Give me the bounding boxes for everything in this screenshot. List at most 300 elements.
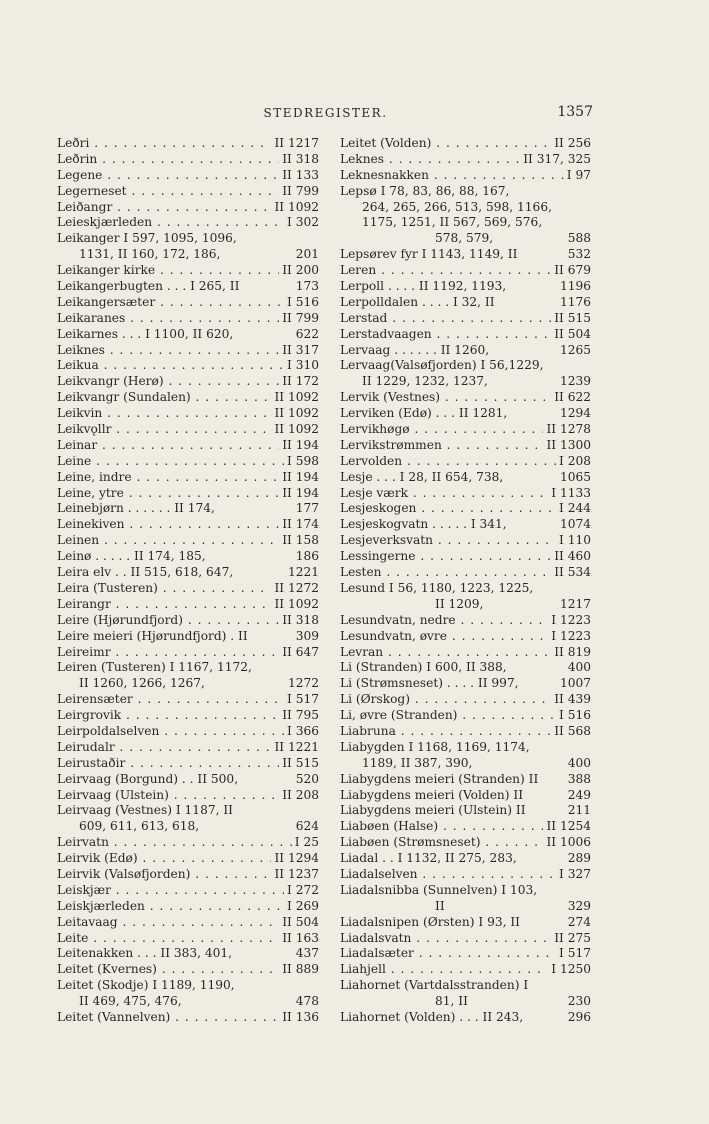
- page-reference: 400: [565, 660, 591, 676]
- page-reference: I 1250: [548, 962, 591, 978]
- index-entry: [340, 374, 591, 390]
- page-reference: 1176: [557, 295, 591, 311]
- index-term: Leirvik (Edø) . . .: [57, 851, 319, 867]
- index-entry: [340, 533, 591, 549]
- page-reference: II 194: [279, 470, 319, 486]
- index-term: Leite . . .: [57, 931, 319, 947]
- page-reference: 588: [565, 231, 591, 247]
- index-entry: [340, 629, 591, 645]
- page-reference: II 256: [551, 136, 591, 152]
- page-reference: 1196: [557, 279, 591, 295]
- page-reference: I 110: [556, 533, 591, 549]
- index-term: Lesundvatn, øvre . . .: [340, 629, 591, 645]
- index-term: Leine . . .: [57, 454, 319, 470]
- page-reference: I 97: [564, 168, 591, 184]
- page-reference: II 200: [279, 263, 319, 279]
- index-entry: [340, 788, 591, 804]
- index-entry: [57, 835, 319, 851]
- page-reference: I 302: [284, 215, 319, 231]
- page-reference: I 1133: [548, 486, 591, 502]
- index-entry: [57, 533, 319, 549]
- index-entry: [57, 597, 319, 613]
- index-term: Lervikstrømmen . . .: [340, 438, 591, 454]
- page-reference: II 318: [279, 152, 319, 168]
- index-term: Leine, ytre . . .: [57, 486, 319, 502]
- page-reference: II 318: [279, 613, 319, 629]
- index-term: Leinekiven . . .: [57, 517, 319, 533]
- index-entry: [340, 279, 591, 295]
- index-entry: [57, 899, 319, 915]
- page-reference: II 1092: [271, 200, 319, 216]
- page-reference: I 516: [556, 708, 591, 724]
- index-entry: [340, 215, 591, 231]
- index-term: Leikaranes . . .: [57, 311, 319, 327]
- index-entry: [57, 231, 319, 247]
- page-header: [58, 106, 593, 126]
- page-reference: II 1300: [543, 438, 591, 454]
- index-entry: [340, 327, 591, 343]
- index-entry: [57, 851, 319, 867]
- index-term: Leikangersæter . . .: [57, 295, 319, 311]
- index-entry: [340, 931, 591, 947]
- index-entry: [340, 978, 591, 994]
- index-entry: [57, 422, 319, 438]
- index-entry: [57, 756, 319, 772]
- index-term: Liabøen (Strømsneset) . . .: [340, 835, 591, 851]
- index-term: Leira (Tusteren) . . .: [57, 581, 319, 597]
- index-term: Leirgrovik . . .: [57, 708, 319, 724]
- index-term: Leiskjær . . .: [57, 883, 319, 899]
- page-reference: II 460: [551, 549, 591, 565]
- index-term: Leikanger I 597, 1095, 1096,: [57, 231, 237, 246]
- index-entry: [340, 136, 591, 152]
- index-entry: [57, 390, 319, 406]
- index-entry: [57, 581, 319, 597]
- index-term: Liabygdens meieri (Volden) II: [340, 787, 524, 802]
- page-reference: 1294: [557, 406, 591, 422]
- page-reference: 296: [565, 1010, 591, 1026]
- index-entry: [340, 422, 591, 438]
- page-reference: II 1006: [543, 835, 591, 851]
- index-term: Li (Stranden) I 600, II 388,: [340, 660, 507, 675]
- page-reference: 309: [293, 629, 319, 645]
- page-reference: I 517: [556, 946, 591, 962]
- index-term: Leren . . .: [340, 263, 591, 279]
- index-entry: [340, 517, 591, 533]
- index-term: Leirudalr . . .: [57, 740, 319, 756]
- index-term: Leiren (Tusteren) I 1167, 1172,: [57, 660, 252, 675]
- index-term: 264, 265, 266, 513, 598, 1166,: [362, 199, 552, 214]
- index-entry: [340, 470, 591, 486]
- page-reference: II 1272: [271, 581, 319, 597]
- page-reference: II 172: [279, 374, 319, 390]
- index-entry: [57, 263, 319, 279]
- page-reference: I 1223: [548, 613, 591, 629]
- index-term: Lerpolldalen . . . . I 32, II: [340, 294, 495, 309]
- page-reference: II 515: [279, 756, 319, 772]
- index-term: Lepsørev fyr I 1143, 1149, II: [340, 247, 518, 262]
- index-term: Leine, indre . . .: [57, 470, 319, 486]
- page-reference: II 133: [279, 168, 319, 184]
- index-term: Lesje værk . . .: [340, 486, 591, 502]
- page-reference: II 194: [279, 438, 319, 454]
- page-reference: 1065: [557, 470, 591, 486]
- index-entry: [340, 1010, 591, 1026]
- index-entry: [57, 676, 319, 692]
- index-entry: [340, 692, 591, 708]
- page-reference: II 889: [279, 962, 319, 978]
- index-term: Liabruna . . .: [340, 724, 591, 740]
- index-entry: [340, 867, 591, 883]
- index-entry: [57, 692, 319, 708]
- page-reference: II 158: [279, 533, 319, 549]
- index-term: Liadalsnipen (Ørsten) I 93, II: [340, 914, 520, 929]
- index-term: Liabøen (Halse) . . .: [340, 819, 591, 835]
- index-entry: [340, 994, 591, 1010]
- index-term: Liadalsnibba (Sunnelven) I 103,: [340, 882, 538, 897]
- index-entry: [57, 994, 319, 1010]
- page-reference: 478: [293, 994, 319, 1010]
- index-term: Liadalsæter . . .: [340, 946, 591, 962]
- index-term: Leitet (Kvernes) . . .: [57, 962, 319, 978]
- index-entry: [340, 613, 591, 629]
- index-term: 1175, 1251, II 567, 569, 576,: [362, 215, 543, 230]
- page-reference: 1265: [557, 343, 591, 359]
- index-term: Liabygdens meieri (Ulstein) II: [340, 803, 526, 818]
- index-entry: [340, 899, 591, 915]
- page-reference: II 208: [279, 788, 319, 804]
- page-reference: II 504: [279, 915, 319, 931]
- index-term: Leirvatn . . .: [57, 835, 319, 851]
- index-term: II 1260, 1266, 1267,: [79, 676, 205, 691]
- index-term: Lervolden . . .: [340, 454, 591, 470]
- page-reference: II 174: [279, 517, 319, 533]
- index-term: 81, II: [435, 994, 468, 1009]
- index-term: Leirvaag (Vestnes) I 1187, II: [57, 803, 233, 818]
- page-reference: II 795: [279, 708, 319, 724]
- index-term: Leinar . . .: [57, 438, 319, 454]
- page-reference: I 208: [556, 454, 591, 470]
- index-entry: [340, 311, 591, 327]
- index-entry: [340, 152, 591, 168]
- index-entry: [340, 184, 591, 200]
- page-reference: I 25: [292, 835, 319, 851]
- index-term: Leknesnakken . . .: [340, 168, 591, 184]
- index-entry: [57, 215, 319, 231]
- index-entry: [57, 406, 319, 422]
- page-reference: II 1221: [271, 740, 319, 756]
- index-term: Lesund I 56, 1180, 1223, 1225,: [340, 580, 534, 595]
- page-reference: 400: [565, 756, 591, 772]
- page-reference: II 568: [551, 724, 591, 740]
- page-reference: I 1223: [548, 629, 591, 645]
- page-reference: II 1217: [271, 136, 319, 152]
- index-term: Leirangr . . .: [57, 597, 319, 613]
- index-entry: [340, 676, 591, 692]
- page-reference: 1221: [285, 565, 319, 581]
- page-reference: II 799: [279, 184, 319, 200]
- index-term: Lervik (Vestnes) . . .: [340, 390, 591, 406]
- index-term: Leinen . . .: [57, 533, 319, 549]
- page-reference: 388: [565, 772, 591, 788]
- index-entry: [340, 740, 591, 756]
- index-term: Leirvaag (Borgund) . . II 500,: [57, 771, 239, 786]
- index-entry: [57, 295, 319, 311]
- page-reference: II 439: [551, 692, 591, 708]
- index-entry: [340, 501, 591, 517]
- index-entry: [57, 772, 319, 788]
- index-term: Leitet (Skodje) I 1189, 1190,: [57, 978, 235, 993]
- index-entry: [340, 756, 591, 772]
- index-entry: [57, 501, 319, 517]
- index-term: Leitenakken . . . II 383, 401,: [57, 946, 233, 961]
- index-entry: [340, 486, 591, 502]
- index-term: II: [435, 898, 445, 913]
- page-reference: II 317: [279, 343, 319, 359]
- page-reference: 249: [565, 788, 591, 804]
- index-entry: [57, 724, 319, 740]
- index-term: Leinø . . . . . II 174, 185,: [57, 549, 206, 564]
- page-reference: II 1254: [543, 819, 591, 835]
- index-term: Lerpoll . . . . II 1192, 1193,: [340, 279, 507, 294]
- index-term: Lervaag(Valsøfjorden) I 56,1229,: [340, 358, 544, 373]
- page-reference: I 310: [284, 358, 319, 374]
- page-reference: II 679: [551, 263, 591, 279]
- page-reference: II 1092: [271, 422, 319, 438]
- index-term: II 469, 475, 476,: [79, 994, 182, 1009]
- index-term: Leikvin . . .: [57, 406, 319, 422]
- index-entry: [340, 851, 591, 867]
- index-entry: [57, 486, 319, 502]
- index-entry: [340, 200, 591, 216]
- index-term: Leikarnes . . . I 1100, II 620,: [57, 326, 234, 341]
- index-entry: [340, 915, 591, 931]
- page-reference: 1239: [557, 374, 591, 390]
- page-reference: 274: [565, 915, 591, 931]
- page-reference: I 272: [284, 883, 319, 899]
- index-term: Liahornet (Volden) . . . II 243,: [340, 1009, 524, 1024]
- index-term: Leirpoldalselven . . .: [57, 724, 319, 740]
- index-entry: [57, 740, 319, 756]
- index-entry: [57, 438, 319, 454]
- page-reference: II 819: [551, 645, 591, 661]
- index-entry: [340, 883, 591, 899]
- page-reference: 289: [565, 851, 591, 867]
- index-term: Leikua . . .: [57, 358, 319, 374]
- page-reference: II 504: [551, 327, 591, 343]
- index-entry: [340, 390, 591, 406]
- page-reference: II 1092: [271, 597, 319, 613]
- page-reference: I 327: [556, 867, 591, 883]
- page-reference: 186: [293, 549, 319, 565]
- index-entry: [57, 803, 319, 819]
- index-entry: [57, 645, 319, 661]
- index-term: Leiskjærleden . . .: [57, 899, 319, 915]
- index-entry: [340, 295, 591, 311]
- index-term: Leikangerbugten . . . I 265, II: [57, 279, 240, 294]
- page-reference: II 1278: [543, 422, 591, 438]
- index-term: Leitet (Volden) . . .: [340, 136, 591, 152]
- page-reference: I 244: [556, 501, 591, 517]
- index-term: Li, øvre (Stranden) . . .: [340, 708, 591, 724]
- page-reference: II 275: [551, 931, 591, 947]
- index-term: Leire (Hjørundfjord) . . .: [57, 613, 319, 629]
- index-term: Leðrin . . .: [57, 152, 319, 168]
- index-term: Leitet (Vannelven) . . .: [57, 1010, 319, 1026]
- index-entry: [340, 263, 591, 279]
- index-term: Leirustaðir . . .: [57, 756, 319, 772]
- index-entry: [57, 454, 319, 470]
- page-reference: 201: [293, 247, 319, 263]
- index-term: Liabygden I 1168, 1169, 1174,: [340, 739, 530, 754]
- index-entry: [57, 867, 319, 883]
- index-term: Lesundvatn, nedre . . .: [340, 613, 591, 629]
- page-reference: 1217: [557, 597, 591, 613]
- index-entry: [57, 788, 319, 804]
- index-term: Leikvangr (Herø) . . .: [57, 374, 319, 390]
- index-entry: [57, 200, 319, 216]
- page-reference: 177: [293, 501, 319, 517]
- index-entry: [340, 597, 591, 613]
- index-entry: [340, 724, 591, 740]
- index-entry: [57, 184, 319, 200]
- page-reference: II 1092: [271, 390, 319, 406]
- page-reference: I 598: [284, 454, 319, 470]
- index-entry: [57, 962, 319, 978]
- index-entry: [340, 819, 591, 835]
- index-entry: [57, 931, 319, 947]
- page-reference: 173: [293, 279, 319, 295]
- index-entry: [57, 978, 319, 994]
- page-reference: 1007: [557, 676, 591, 692]
- index-entry: [57, 565, 319, 581]
- index-entry: [57, 629, 319, 645]
- index-term: Leirensæter . . .: [57, 692, 319, 708]
- index-entry: [57, 819, 319, 835]
- page-reference: II 1294: [271, 851, 319, 867]
- index-entry: [340, 645, 591, 661]
- index-column-left: [57, 136, 319, 1026]
- index-entry: [57, 660, 319, 676]
- index-term: 1189, II 387, 390,: [362, 755, 473, 770]
- index-entry: [340, 946, 591, 962]
- index-entry: [340, 660, 591, 676]
- index-term: Leikvǫllr . . .: [57, 422, 319, 438]
- index-entry: [57, 247, 319, 263]
- index-entry: [57, 152, 319, 168]
- index-term: Legerneset . . .: [57, 184, 319, 200]
- index-entry: [340, 438, 591, 454]
- page-reference: II 317, 325: [520, 152, 591, 168]
- index-term: II 1209,: [435, 596, 484, 611]
- index-entry: [57, 1010, 319, 1026]
- page-reference: 1272: [285, 676, 319, 692]
- page-reference: II 622: [551, 390, 591, 406]
- index-term: Li (Strømsneset) . . . . II 997,: [340, 676, 519, 691]
- index-column-right: [340, 136, 591, 1026]
- page-reference: I 516: [284, 295, 319, 311]
- index-term: Lessingerne . . .: [340, 549, 591, 565]
- index-term: Lervaag . . . . . . II 1260,: [340, 342, 490, 357]
- index-term: Lesten . . .: [340, 565, 591, 581]
- page-reference: II 534: [551, 565, 591, 581]
- index-entry: [57, 946, 319, 962]
- index-term: Leire meieri (Hjørundfjord) . II: [57, 628, 248, 643]
- page-reference: 329: [565, 899, 591, 915]
- index-entry: [340, 772, 591, 788]
- index-entry: [340, 454, 591, 470]
- index-entry: [340, 565, 591, 581]
- index-term: Legene . . .: [57, 168, 319, 184]
- index-entry: [57, 168, 319, 184]
- page-reference: 520: [293, 772, 319, 788]
- page-reference: I 269: [284, 899, 319, 915]
- index-term: Leirvaag (Ulstein) . . .: [57, 788, 319, 804]
- page-reference: II 515: [551, 311, 591, 327]
- index-term: Lesjeskogen . . .: [340, 501, 591, 517]
- index-entry: [340, 358, 591, 374]
- index-entry: [340, 962, 591, 978]
- page-reference: II 799: [279, 311, 319, 327]
- page-reference: 437: [293, 946, 319, 962]
- index-term: Leikanger kirke . . .: [57, 263, 319, 279]
- index-entry: [57, 279, 319, 295]
- index-term: 578, 579,: [435, 231, 494, 246]
- index-term: Leknes . . .: [340, 152, 591, 168]
- page-reference: II 1237: [271, 867, 319, 883]
- index-term: Leitavaag . . .: [57, 915, 319, 931]
- index-entry: [340, 581, 591, 597]
- index-term: Leieskjærleden . . .: [57, 215, 319, 231]
- index-term: Liahornet (Vartdalsstranden) I: [340, 978, 529, 993]
- page-reference: 211: [565, 803, 591, 819]
- index-entry: [340, 406, 591, 422]
- index-term: Leikvangr (Sundalen) . . .: [57, 390, 319, 406]
- index-entry: [57, 549, 319, 565]
- index-term: Leira elv . . II 515, 618, 647,: [57, 565, 234, 580]
- index-entry: [57, 327, 319, 343]
- index-term: Leirvik (Valsøfjorden) . . .: [57, 867, 319, 883]
- index-entry: [340, 803, 591, 819]
- index-term: Li (Ørskog) . . .: [340, 692, 591, 708]
- index-term: Lerstad . . .: [340, 311, 591, 327]
- index-entry: [57, 517, 319, 533]
- index-term: Leireimr . . .: [57, 645, 319, 661]
- index-term: Leðri . . .: [57, 136, 319, 152]
- index-entry: [340, 343, 591, 359]
- index-entry: [57, 311, 319, 327]
- page-reference: II 163: [279, 931, 319, 947]
- index-term: II 1229, 1232, 1237,: [362, 374, 488, 389]
- index-term: Liadalsvatn . . .: [340, 931, 591, 947]
- index-term: Lesje . . . I 28, II 654, 738,: [340, 469, 504, 484]
- page-reference: II 136: [279, 1010, 319, 1026]
- page-reference: II 647: [279, 645, 319, 661]
- index-term: Lepsø I 78, 83, 86, 88, 167,: [340, 183, 510, 198]
- index-entry: [340, 247, 591, 263]
- index-entry: [57, 343, 319, 359]
- index-term: Leiðangr . . .: [57, 200, 319, 216]
- index-term: Lerviken (Edø) . . . II 1281,: [340, 406, 508, 421]
- index-entry: [340, 168, 591, 184]
- index-entry: [57, 374, 319, 390]
- index-entry: [57, 883, 319, 899]
- index-entry: [57, 470, 319, 486]
- index-term: Liadalselven . . .: [340, 867, 591, 883]
- index-entry: [340, 835, 591, 851]
- page-number: 1357: [557, 104, 593, 120]
- index-term: Leinebjørn . . . . . . II 174,: [57, 501, 215, 516]
